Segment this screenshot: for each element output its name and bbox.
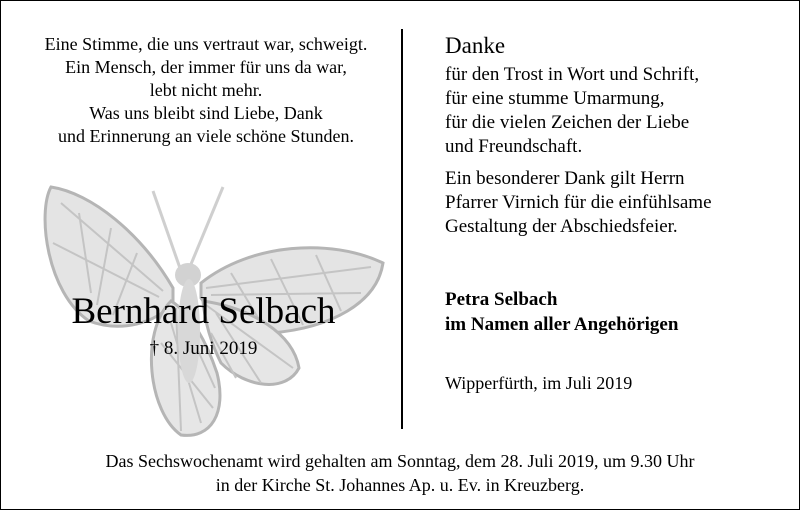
thanks-title: Danke xyxy=(445,33,506,58)
poem xyxy=(21,33,391,148)
thanks-line: für eine stumme Umarmung, xyxy=(445,88,665,109)
death-date: † 8. Juni 2019 xyxy=(149,338,258,359)
place-date: Wipperfürth, im Juli 2019 xyxy=(445,373,633,393)
deceased-name: Bernhard Selbach xyxy=(71,291,336,332)
vertical-divider xyxy=(401,29,403,429)
signature-line: im Namen aller Angehörigen xyxy=(445,314,679,335)
thanks-line: Ein besonderer Dank gilt Herrn xyxy=(445,168,685,189)
poem-line: Ein Mensch, der immer für uns da war, xyxy=(65,57,347,77)
poem-line: lebt nicht mehr. xyxy=(149,80,263,100)
poem-line: und Erinnerung an viele schöne Stunden. xyxy=(58,126,354,146)
thanks-paragraph-2 xyxy=(445,167,785,239)
thanks-line: für den Trost in Wort und Schrift, xyxy=(445,64,700,85)
thanks-line: Pfarrer Virnich für die einfühlsame xyxy=(445,192,712,213)
service-announcement xyxy=(1,449,799,497)
footer-line: in der Kirche St. Johannes Ap. u. Ev. in Kreuzberg. xyxy=(215,475,585,495)
signature xyxy=(445,287,678,337)
footer-line: Das Sechswochenamt wird gehalten am Sonntag, dem 28. Juli 2019, um 9.30 Uhr xyxy=(105,451,695,471)
poem-line: Was uns bleibt sind Liebe, Dank xyxy=(89,103,323,123)
thanks-line: für die vielen Zeichen der Liebe xyxy=(445,112,690,133)
signature-name: Petra Selbach xyxy=(445,289,558,310)
poem-line: Eine Stimme, die uns vertraut war, schweigt. xyxy=(44,34,368,54)
thanks-line: und Freundschaft. xyxy=(445,136,583,157)
thanks-line: Gestaltung der Abschiedsfeier. xyxy=(445,216,678,237)
thanks-section xyxy=(445,31,785,239)
thanks-paragraph-1 xyxy=(445,63,785,159)
